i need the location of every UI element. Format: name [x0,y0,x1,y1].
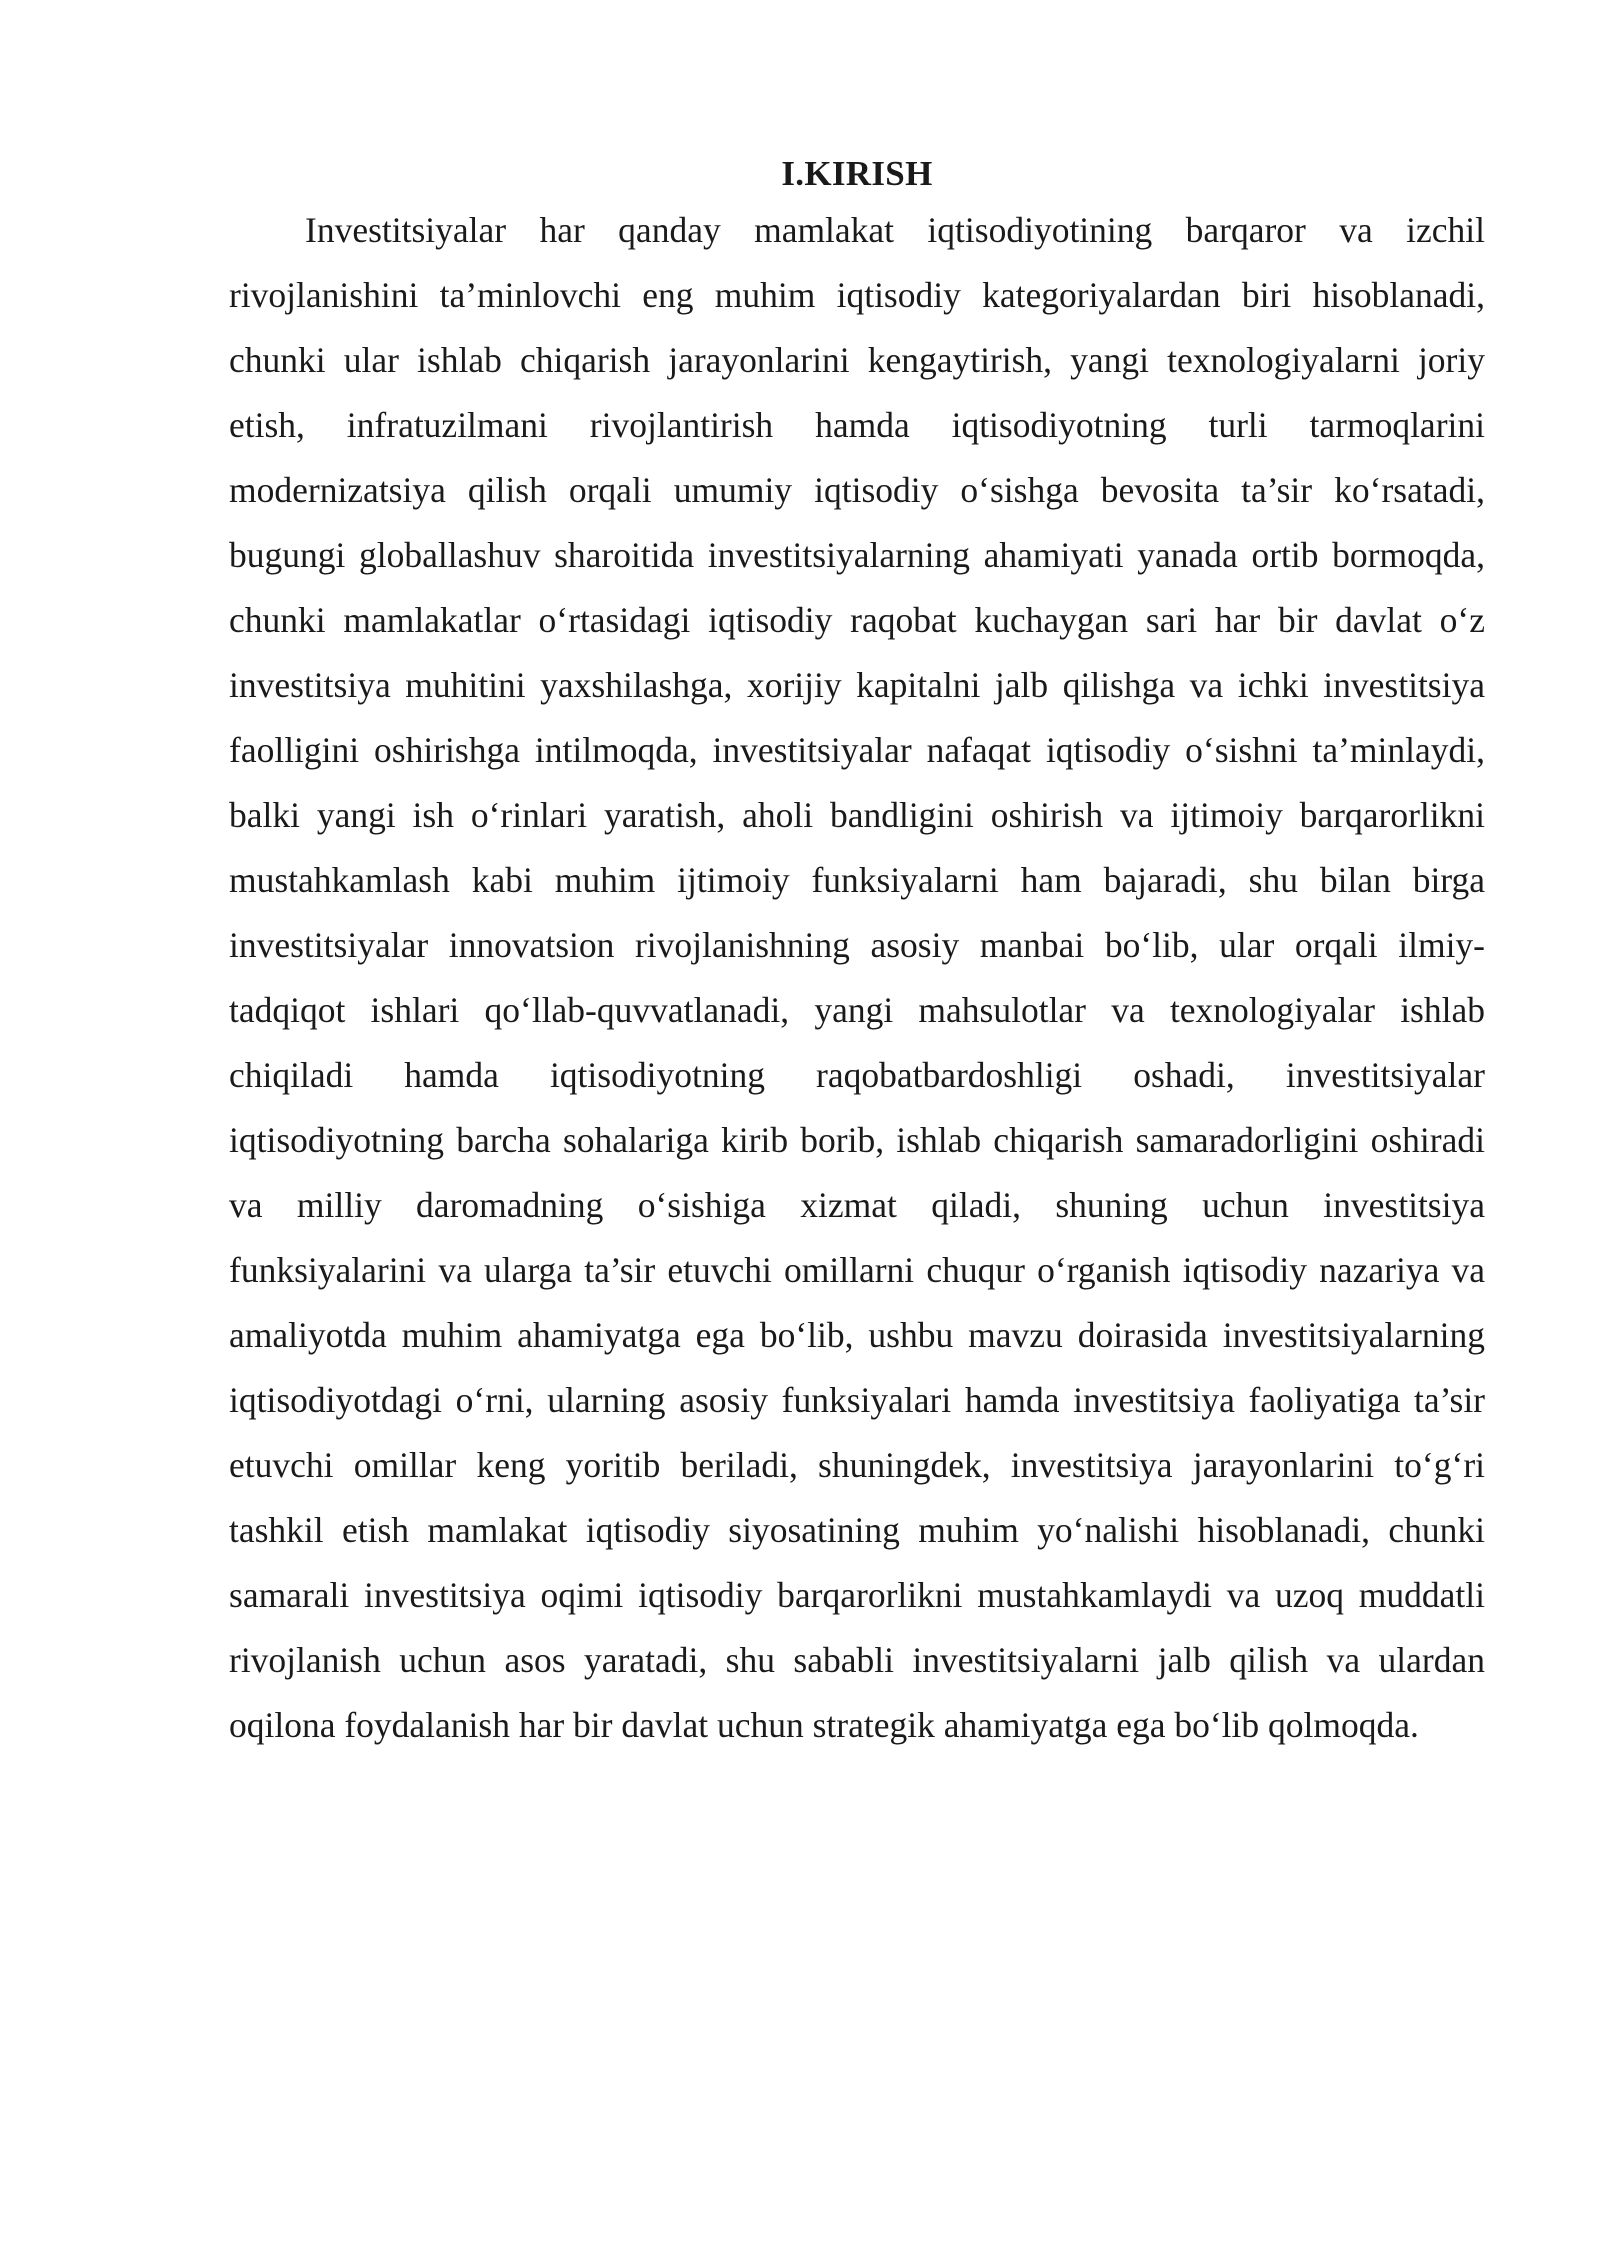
section-heading: I.KIRISH [781,154,933,193]
body-paragraph: Investitsiyalar har qanday mamlakat iqtisodiyotining barqaror va izchil rivojlanishini ta’minlovchi eng muhim iqtisodiy kategoriyalardan biri hisoblanadi, chunki ular ishlab chiqarish jarayonlarini kengaytirish, yangi texnologiyalarni joriy etish, infratuzilmani rivojlantirish hamda iqtisodiyotning turli tarmoqlarini modernizatsiya qilish orqali umumiy iqtisodiy o‘sishga bevosita ta’sir ko‘rsatadi, bugungi globallashuv sharoitida investitsiyalarning ahamiyati yanada ortib bormoqda, chunki mamlakatlar o‘rtasidagi iqtisodiy raqobat kuchaygan sari har bir davlat o‘z investitsiya muhitini yaxshilashga, xorijiy kapitalni jalb qilishga va ichki investitsiya faolligini oshirishga intilmoqda, investitsiyalar nafaqat iqtisodiy o‘sishni ta’minlaydi, balki yangi ish o‘rinlari yaratish, aholi bandligini oshirish va ijtimoiy barqarorlikni mustahkamlash kabi muhim ijtimoiy funksiyalarni ham bajaradi, shu bilan birga investitsiyalar innovatsion rivojlanishning asosiy manbai bo‘lib, ular orqali ilmiy-tadqiqot ishlari qo‘llab-quvvatlanadi, yangi mahsulotlar va texnologiyalar ishlab chiqiladi hamda iqtisodiyotning raqobatbardoshligi oshadi, investitsiyalar iqtisodiyotning barcha sohalariga kirib borib, ishlab chiqarish samaradorligini oshiradi va milliy daromadning o‘sishiga xizmat qiladi, shuning uchun investitsiya funksiyalarini va ularga ta’sir etuvchi omillarni chuqur o‘rganish iqtisodiy nazariya va amaliyotda muhim ahamiyatga ega bo‘lib, ushbu mavzu doirasida investitsiyalarning iqtisodiyotdagi o‘rni, ularning asosiy funksiyalari hamda investitsiya faoliyatiga ta’sir etuvchi omillar keng yoritib beriladi, shuningdek, investitsiya jarayonlarini to‘g‘ri tashkil etish mamlakat iqtisodiy siyosatining muhim yo‘nalishi hisoblanadi, chunki samarali investitsiya oqimi iqtisodiy barqarorlikni mustahkamlaydi va uzoq muddatli rivojlanish uchun asos yaratadi, shu sababli investitsiyalarni jalb qilish va ulardan oqilona foydalanish har bir davlat uchun strategik ahamiyatga ega bo‘lib qolmoqda. [229,210,1485,1745]
document-body [229,150,1485,1758]
